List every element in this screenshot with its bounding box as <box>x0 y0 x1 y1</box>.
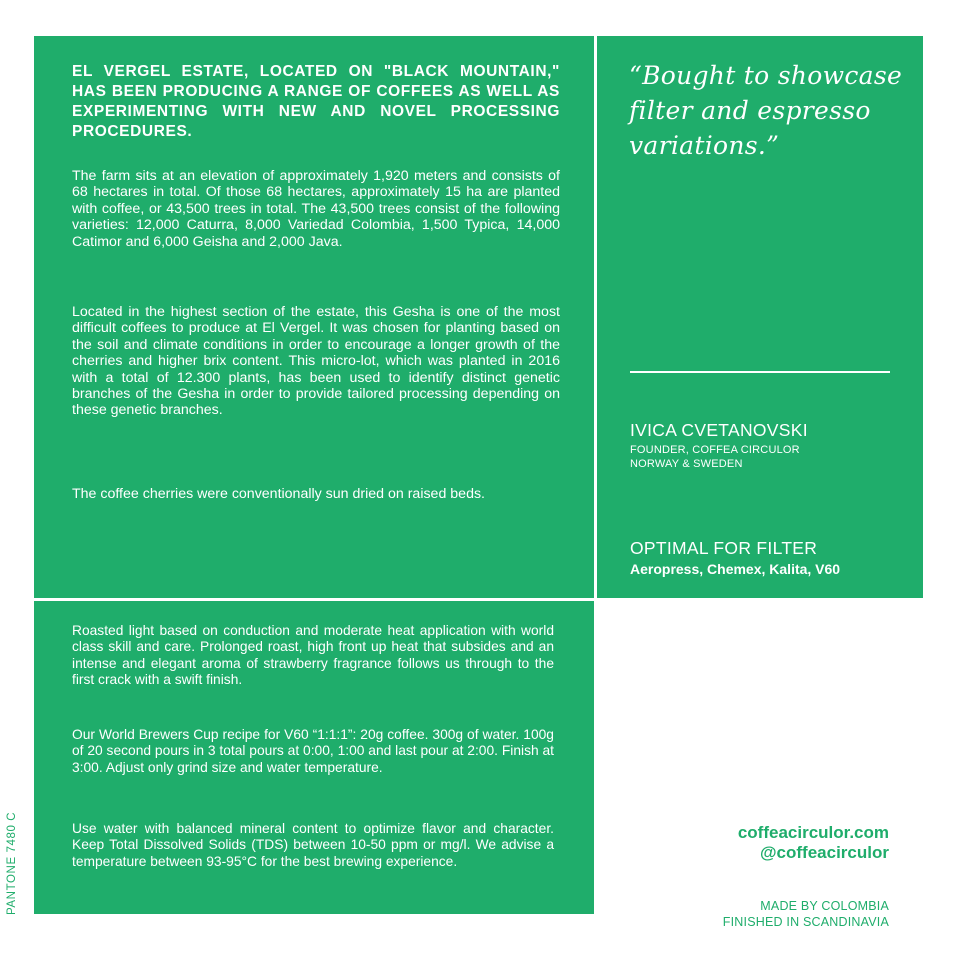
social-handle[interactable]: @coffeacirculor <box>759 843 889 862</box>
contact-links <box>738 823 889 863</box>
origin-note <box>723 898 889 930</box>
origin-heading: EL VERGEL ESTATE, LOCATED ON "BLACK MOUNTAIN," HAS BEEN PRODUCING A RANGE OF COFFEES AS WELL AS EXPERIMENTING WITH NEW AND NOVEL PROCESSING PROCEDURES. <box>72 63 560 140</box>
water-advice: Use water with balanced mineral content to optimize flavor and character. Keep Total Dissolved Solids (TDS) between 10-50 ppm or mg/l. We advise a temperature between 93-95°C for the best brewing experience. <box>72 821 554 869</box>
farm-description: The farm sits at an elevation of approximately 1,920 meters and consists of 68 hectares in total. Of those 68 hectares, approximately 15 ha are planted with coffee, or 43,500 trees in total. The 43,500 trees consist of the following varieties: 12,000 Caturra, 8,000 Variedad Colombia, 1,500 Typica, 14,000 Catimor and 6,000 Geisha and 2,000 Java. <box>72 168 560 250</box>
divider-line <box>630 371 890 373</box>
roast-description: Roasted light based on conduction and moderate heat application with world class skill and care. Prolonged roast, high front up heat that subsides and an intense and elegant aroma of strawberry fragrance follows us through to the first crack with a swift finish. <box>72 623 554 688</box>
quote-panel <box>597 36 923 598</box>
brewing-panel <box>34 601 594 914</box>
founder-quote: “Bought to showcase filter and espresso variations.” <box>629 61 903 160</box>
made-by: MADE BY COLOMBIA <box>760 899 889 913</box>
gesha-description: Located in the highest section of the estate, this Gesha is one of the most difficult coffees to produce at El Vergel. It was chosen for planting based on the soil and climate conditions in order to encourage a longer growth of the cherries and higher brix content. This micro-lot, which was planted in 2016 with a total of 12.300 plants, has been used to identify distinct genetic branches of the Gesha in order to provide tailored processing depending on these genetic branches. <box>72 304 560 419</box>
founder-role <box>630 443 800 471</box>
pantone-code: PANTONE 7480 C <box>6 811 18 915</box>
contact-panel <box>597 601 923 929</box>
optimal-label: OPTIMAL FOR FILTER <box>630 538 818 558</box>
founder-name: IVICA CVETANOVSKI <box>630 420 808 440</box>
drying-description: The coffee cherries were conventionally sun dried on raised beds. <box>72 486 485 502</box>
brew-recipe: Our World Brewers Cup recipe for V60 “1:1:1”: 20g coffee. 300g of water. 100g of 20 second pours in 3 total pours at 0:00, 1:00 and last pour at 2:00. Finish at 3:00. Adjust only grind size and water temperature. <box>72 727 554 775</box>
founder-title: FOUNDER, COFFEA CIRCULOR <box>630 444 800 456</box>
founder-region: NORWAY & SWEDEN <box>630 458 743 470</box>
label-frame <box>32 34 925 929</box>
finished-in: FINISHED IN SCANDINAVIA <box>722 915 889 929</box>
brew-methods: Aeropress, Chemex, Kalita, V60 <box>630 561 841 577</box>
origin-story-panel <box>34 36 594 598</box>
website-link[interactable]: coffeacirculor.com <box>737 823 889 842</box>
